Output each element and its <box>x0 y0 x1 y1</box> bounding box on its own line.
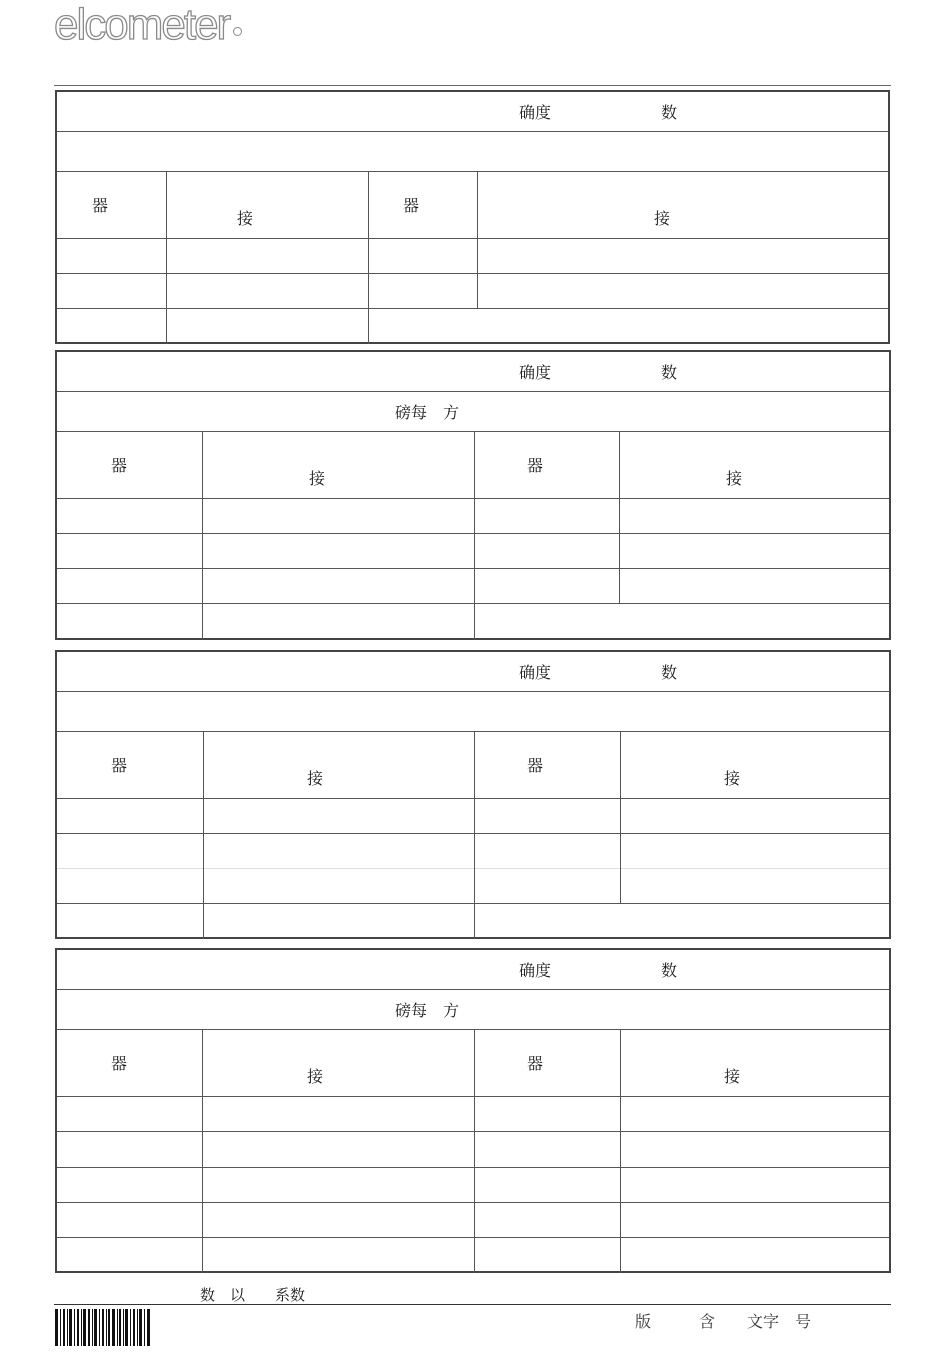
table-row <box>57 239 888 274</box>
column-header-row <box>57 172 888 239</box>
col-label-instrument-2: 器 <box>527 456 544 475</box>
col-label-instrument-2: 器 <box>403 196 420 215</box>
column-divider <box>203 732 204 939</box>
data-section-1 <box>55 90 890 344</box>
column-divider <box>620 1030 621 1273</box>
section-title-count: 数 <box>661 103 678 122</box>
column-divider <box>202 432 203 640</box>
section-header-row <box>57 950 889 990</box>
section-title-count: 数 <box>661 663 678 682</box>
table-row <box>57 834 889 869</box>
elcometer-logo: elcometer <box>54 0 230 49</box>
section-subtitle: 磅每 方 <box>395 1001 460 1020</box>
header-divider <box>54 85 891 86</box>
column-divider <box>474 432 475 640</box>
column-divider <box>368 172 369 344</box>
section-subtitle-row <box>57 132 888 172</box>
column-divider <box>620 732 621 904</box>
section-title-accuracy: 确度 <box>519 363 552 382</box>
col-label-reading-2: 接 <box>724 769 741 788</box>
barcode-icon <box>55 1309 151 1346</box>
col-label-instrument-1: 器 <box>111 456 128 475</box>
section-title-count: 数 <box>661 363 678 382</box>
col-label-instrument-1: 器 <box>111 756 128 775</box>
column-divider <box>619 432 620 604</box>
section-title-count: 数 <box>661 961 678 980</box>
section-title-accuracy: 确度 <box>519 663 552 682</box>
footer-divider <box>54 1304 891 1305</box>
column-divider <box>166 172 167 344</box>
section-subtitle-row <box>57 392 889 432</box>
column-divider <box>474 1030 475 1273</box>
section-header-row <box>57 92 888 132</box>
table-row <box>57 604 889 640</box>
col-label-instrument-1: 器 <box>92 196 109 215</box>
col-label-reading-2: 接 <box>724 1067 741 1086</box>
data-section-4 <box>55 948 891 1273</box>
section-subtitle-row <box>57 692 889 732</box>
col-label-reading-1: 接 <box>307 769 324 788</box>
column-header-row <box>57 732 889 799</box>
column-divider <box>477 172 478 309</box>
col-label-reading-2: 接 <box>726 469 743 488</box>
table-row <box>57 869 889 904</box>
table-row <box>57 1238 889 1273</box>
table-row <box>57 799 889 834</box>
section-title-accuracy: 确度 <box>519 103 552 122</box>
section-title-accuracy: 确度 <box>519 961 552 980</box>
section-header-row <box>57 352 889 392</box>
column-header-row <box>57 1030 889 1097</box>
section-subtitle: 磅每 方 <box>395 403 460 422</box>
copyright-notice: 版 含 文字 号 <box>635 1312 812 1331</box>
table-row <box>57 499 889 534</box>
col-label-instrument-2: 器 <box>527 1054 544 1073</box>
col-label-instrument-2: 器 <box>527 756 544 775</box>
section-subtitle-row <box>57 990 889 1030</box>
table-row <box>57 309 888 344</box>
data-section-3 <box>55 650 891 939</box>
column-header-row <box>57 432 889 499</box>
table-row <box>57 274 888 309</box>
column-divider <box>202 1030 203 1273</box>
registered-mark-icon <box>233 27 242 36</box>
table-row <box>57 1168 889 1203</box>
section-header-row <box>57 652 889 692</box>
table-row <box>57 1097 889 1132</box>
col-label-instrument-1: 器 <box>111 1054 128 1073</box>
col-label-reading-2: 接 <box>654 209 671 228</box>
col-label-reading-1: 接 <box>307 1067 324 1086</box>
column-divider <box>474 732 475 939</box>
col-label-reading-1: 接 <box>237 209 254 228</box>
data-section-2 <box>55 350 891 640</box>
table-row <box>57 904 889 939</box>
footer-note: 数 以 系数 <box>200 1286 306 1304</box>
table-row <box>57 534 889 569</box>
table-row <box>57 1132 889 1168</box>
table-row <box>57 569 889 604</box>
col-label-reading-1: 接 <box>309 469 326 488</box>
table-row <box>57 1203 889 1238</box>
